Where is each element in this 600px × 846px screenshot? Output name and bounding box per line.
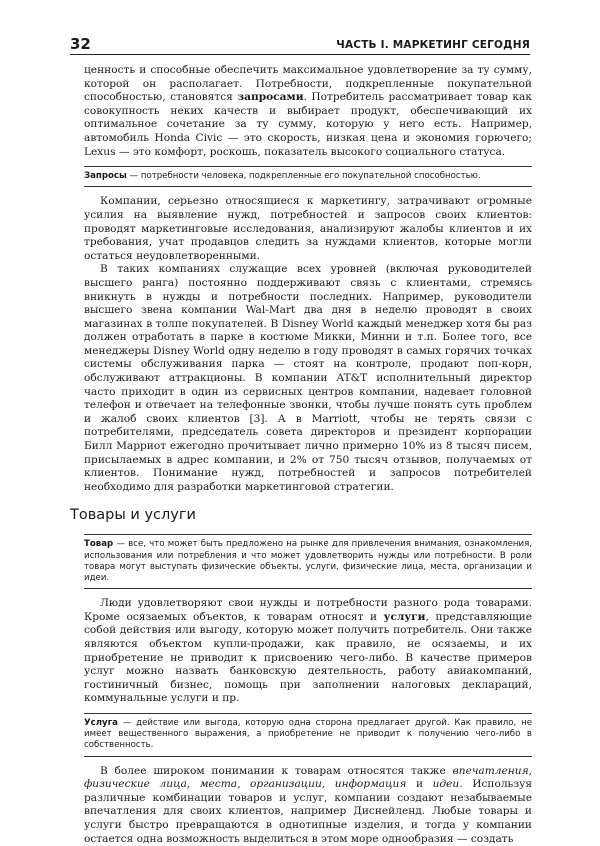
definition-body: — действие или выгода, которую одна сторона предлагает другой. Как правило, не имеет вещественного выражения, а приобретение не приводит к получению чего-либо в собственность.: [84, 717, 532, 751]
term-demands: запросами: [237, 91, 304, 104]
term-services: услуги: [383, 610, 426, 623]
definition-demands: [84, 166, 532, 187]
definition-term: Товар: [84, 539, 114, 550]
definition-term: Запросы: [84, 171, 127, 182]
text-run: Люди удовлетворяют свои нужды и потребности разного рода товарами. Кроме осязаемых объектов, к товарам относят и: [84, 597, 532, 623]
text-run: В более широком понимании к товарам относятся также: [100, 764, 453, 777]
paragraph-needs-demands: [84, 64, 532, 159]
text-run: . Потребитель рассматривает товар как совокупность неких качеств и выбирает продукт, обеспечивающий их оптимальное сочетание за ту сумму, которую у него есть. Например, автомобиль Honda Civic — это скорость, низкая цена и экономия горючего; Lexus — это комфорт, роскошь, показатель высокого социального статуса.: [84, 91, 532, 158]
text-run: . Используя различные комбинации товаров и услуг, компании создают незабываемые впечатления для своих клиентов, например Диснейленд. Любые товары и услуги быстро превращаются в однотипные изделия, и тогда у компании остается одна возможность выделиться в этом море однообразия — создать: [84, 778, 533, 845]
text-run: и: [406, 778, 433, 791]
page-body: [70, 64, 533, 846]
definition-text: [84, 718, 532, 752]
definition-text: [84, 539, 532, 584]
definition-text: [84, 171, 532, 182]
definition-term: Услуга: [84, 717, 118, 728]
chapter-title: ЧАСТЬ I. МАРКЕТИНГ СЕГОДНЯ: [336, 39, 530, 51]
definition-body: — все, что может быть предложено на рынке для привлечения внимания, ознакомления, использования или потребления и что может удовлетворить нужды или потребности. В роли товара могут выступать физические объекты, услуги, физические лица, места, организации и идеи.: [84, 539, 532, 584]
paragraph-companies: Компании, серьезно относящиеся к маркетингу, затрачивают огромные усилия на выявление нужд, потребностей и запросов своих клиентов: проводят маркетинговые исследования, анализируют жалобы клиентов и их требования, учат продавцов следить за нуждами клиентов, которые могли остаться неудовлетворенными.: [84, 195, 532, 262]
page-header: [70, 34, 530, 55]
paragraph-broader: [84, 765, 532, 846]
definition-body: — потребности человека, подкрепленные его покупательной способностью.: [126, 171, 481, 182]
italic-run: впечатления, физические лица, места, организации, информация: [84, 764, 532, 791]
page-number: 32: [70, 35, 91, 53]
paragraph-services: [84, 597, 532, 706]
text-run: , представляющие собой действия или выгоду, которую может получить потребитель. Они также являются объектом купли-продажи, как правило, не осязаемы, и их приобретение не приводит к присвоению чего-либо. В качестве примеров услуг можно назвать банковскую деятельность, работу авиакомпаний, гостиничный бизнес, помощь при заполнении налоговых деклараций, коммунальные услуги и пр.: [84, 610, 532, 705]
text-run: ценность и способные обеспечить максимальное удовлетворение за ту сумму, которой он располагает. Потребности, подкрепленные покупательной способностью, становятся: [84, 64, 532, 104]
definition-product: [84, 534, 532, 589]
section-heading: Товары и услуги: [70, 507, 196, 524]
italic-run: идеи: [432, 778, 460, 791]
paragraph-examples: В таких компаниях служащие всех уровней (включая руководителей высшего ранга) постоянно поддерживают связь с клиентами, стремясь вникнуть в нужды и потребности последних. Например, руководители высшего звена компании Wal-Mart два дня в неделю проводят в своих магазинах в толпе покупателей. В Disney World каждый менеджер хотя бы раз должен отработать в парке в костюме Микки, Минни и т.п. Более того, все менеджеры Disney World одну неделю в году проводят в самых горячих точках системы обслуживания парка — стоят на контроле, продают поп-корн, обслуживают аттракционы. В компании AT&T исполнительный директор часто приходит в один из сервисных центров компании, надевает головной телефон и отвечает на телефонные звонки, чтобы лучше понять суть проблем и жалоб своих клиентов [3]. А в Marriott, чтобы не терять связи с потребителями, председатель совета директоров и президент корпорации Билл Марриот ежегодно прочитывает лично примерно 10% из 8 тысяч писем, присылаемых в адрес компании, и 2% от 750 тысяч отзывов, получаемых от клиентов. Понимание нужд, потребностей и запросов потребителей необходимо для разработки маркетинговой стратегии.: [84, 263, 532, 493]
definition-service: [84, 713, 532, 757]
